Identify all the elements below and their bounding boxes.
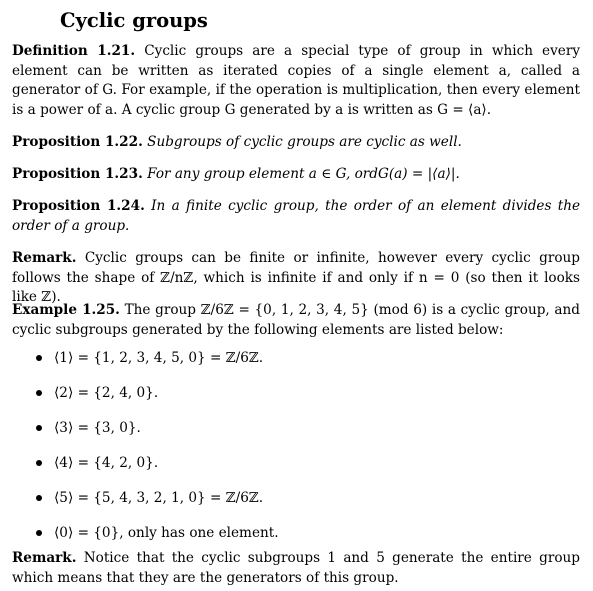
remark-2 xyxy=(12,549,580,588)
bullet-icon xyxy=(36,390,42,396)
example-1-25-text: The group ℤ/6ℤ = {0, 1, 2, 3, 4, 5} (mod 6) is a cyclic group, and cyclic subgroups generated by the following elements are listed below: xyxy=(12,302,580,338)
remark-1-text: Cyclic groups can be finite or infinite, however every cyclic group follows the shape of ℤ/nℤ, which is infinite if and only if n = 0 (so then it looks like ℤ). xyxy=(12,250,580,305)
subgroup-list xyxy=(12,349,580,559)
list-item xyxy=(12,349,580,384)
list-item xyxy=(12,489,580,524)
definition-1-21 xyxy=(12,42,580,120)
list-item-text: ⟨2⟩ = {2, 4, 0}. xyxy=(54,385,159,401)
bullet-icon xyxy=(36,530,42,536)
definition-text: Cyclic groups are a special type of group in which every element can be written as iterated copies of a single element a, called a generator of G. For example, if the operation is multiplication, then every element is a power of a. A cyclic group G generated by a is written as G = ⟨a⟩. xyxy=(12,43,581,118)
proposition-1-23 xyxy=(12,165,580,185)
list-item xyxy=(12,419,580,454)
proposition-1-22-label: Proposition 1.22. xyxy=(12,134,143,150)
proposition-1-24 xyxy=(12,197,580,236)
example-1-25 xyxy=(12,301,580,340)
list-item-text: ⟨3⟩ = {3, 0}. xyxy=(54,420,141,436)
list-item-text: ⟨5⟩ = {5, 4, 3, 2, 1, 0} = ℤ/6ℤ. xyxy=(54,490,264,506)
bullet-icon xyxy=(36,495,42,501)
proposition-1-23-text: For any group element a ∈ G, ord𝐺(a) = |⟨a⟩|. xyxy=(147,166,460,182)
remark-2-text: Notice that the cyclic subgroups 1 and 5 generate the entire group which means that they are the generators of this group. xyxy=(12,550,580,586)
proposition-1-23-label: Proposition 1.23. xyxy=(12,166,143,182)
proposition-1-24-label: Proposition 1.24. xyxy=(12,198,145,214)
bullet-icon xyxy=(36,460,42,466)
list-item xyxy=(12,384,580,419)
remark-1-label: Remark. xyxy=(12,250,77,266)
list-item-text: ⟨0⟩ = {0}, only has one element. xyxy=(54,525,279,541)
section-title: Cyclic groups xyxy=(60,9,208,32)
example-1-25-label: Example 1.25. xyxy=(12,302,120,318)
proposition-1-22-text: Subgroups of cyclic groups are cyclic as well. xyxy=(147,134,462,150)
proposition-1-24-text: In a finite cyclic group, the order of an element divides the order of a group. xyxy=(12,198,581,234)
list-item-text: ⟨1⟩ = {1, 2, 3, 4, 5, 0} = ℤ/6ℤ. xyxy=(54,350,264,366)
bullet-icon xyxy=(36,355,42,361)
definition-label: Definition 1.21. xyxy=(12,43,136,59)
list-item xyxy=(12,454,580,489)
bullet-icon xyxy=(36,425,42,431)
proposition-1-22 xyxy=(12,133,580,153)
remark-1 xyxy=(12,249,580,308)
remark-2-label: Remark. xyxy=(12,550,77,566)
list-item-text: ⟨4⟩ = {4, 2, 0}. xyxy=(54,455,159,471)
